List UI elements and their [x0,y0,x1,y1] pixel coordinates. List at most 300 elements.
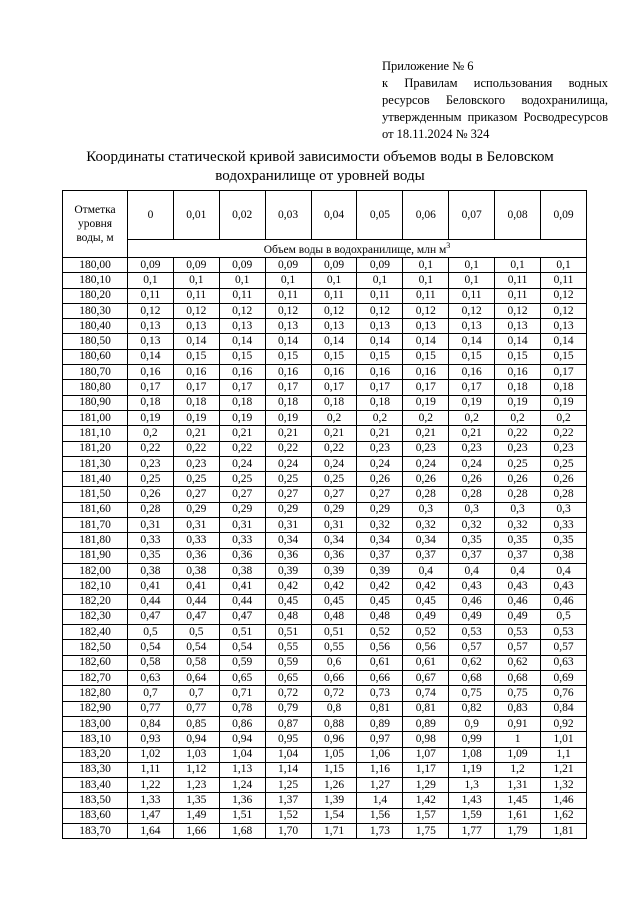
volume-cell: 0,2 [311,410,357,425]
table-row [63,472,587,487]
table-row [63,762,587,777]
level-cell: 181,90 [63,548,128,563]
table-row [63,823,587,838]
volume-cell: 1,4 [357,793,403,808]
table-row [63,640,587,655]
volume-cell: 0,75 [495,686,541,701]
volume-cell: 0,11 [311,288,357,303]
volume-cell: 0,32 [495,518,541,533]
volume-cell: 0,17 [311,380,357,395]
volume-cell: 0,14 [357,334,403,349]
volume-cell: 0,13 [311,319,357,334]
volume-cell: 0,21 [403,426,449,441]
volume-cell: 0,28 [403,487,449,502]
column-header: 0,07 [449,191,495,240]
volume-cell: 1,13 [219,762,265,777]
volume-header-text: Объем воды в водохранилище, млн м [263,243,447,256]
volume-cell: 0,24 [357,456,403,471]
volume-cell: 0,09 [173,258,219,273]
level-cell: 180,30 [63,303,128,318]
volume-cell: 0,11 [495,288,541,303]
volume-cell: 1,56 [357,808,403,823]
volume-cell: 0,24 [403,456,449,471]
volume-cell: 0,15 [495,349,541,364]
volume-cell: 0,66 [311,671,357,686]
level-cell: 180,40 [63,319,128,334]
table-row [63,808,587,823]
volume-cell: 0,63 [128,671,174,686]
volume-cell: 0,53 [495,625,541,640]
volume-cell: 0,43 [495,579,541,594]
volume-cell: 0,73 [357,686,403,701]
volume-cell: 0,34 [311,533,357,548]
volume-cell: 0,54 [219,640,265,655]
volume-cell: 0,18 [541,380,587,395]
volume-cell: 0,21 [173,426,219,441]
level-cell: 181,70 [63,518,128,533]
volume-cell: 0,23 [173,456,219,471]
volume-cell: 0,14 [403,334,449,349]
level-cell: 182,10 [63,579,128,594]
volume-cell: 1,42 [403,793,449,808]
volume-cell: 0,11 [173,288,219,303]
volume-cell: 1,04 [265,747,311,762]
table-row [63,579,587,594]
volume-cell: 0,13 [495,319,541,334]
volume-cell: 1,08 [449,747,495,762]
volume-cell: 0,2 [495,410,541,425]
volume-cell: 0,46 [541,594,587,609]
volume-cell: 0,68 [495,671,541,686]
volume-cell: 1,57 [403,808,449,823]
volume-cell: 0,37 [403,548,449,563]
volume-cell: 0,96 [311,732,357,747]
volume-cell: 0,12 [219,303,265,318]
volume-cell: 0,15 [173,349,219,364]
volume-cell: 0,51 [219,625,265,640]
volume-cell: 1,35 [173,793,219,808]
volume-cell: 0,79 [265,701,311,716]
volume-cell: 0,15 [403,349,449,364]
volume-cell: 0,27 [219,487,265,502]
volume-cell: 1,64 [128,823,174,838]
volume-cell: 0,29 [311,502,357,517]
level-cell: 181,00 [63,410,128,425]
table-row [63,288,587,303]
volume-cell: 1,37 [265,793,311,808]
column-header: 0,05 [357,191,403,240]
volume-cell: 0,18 [495,380,541,395]
volume-cell: 1,51 [219,808,265,823]
volume-cell: 0,65 [219,671,265,686]
volume-cell: 0,1 [173,273,219,288]
table-row [63,380,587,395]
volume-cell: 0,51 [265,625,311,640]
volume-cell: 0,86 [219,716,265,731]
volume-cell: 0,11 [495,273,541,288]
appendix-line: от 18.11.2024 № 324 [382,127,490,141]
volume-cell: 0,21 [219,426,265,441]
volume-cell: 1,71 [311,823,357,838]
table-row [63,273,587,288]
volume-cell: 1,27 [357,778,403,793]
volume-cell: 1,17 [403,762,449,777]
volume-cell: 0,59 [219,655,265,670]
volume-cell: 0,33 [541,518,587,533]
volume-cell: 0,14 [449,334,495,349]
column-header: 0,04 [311,191,357,240]
volume-cell: 1,32 [541,778,587,793]
volume-cell: 1,24 [219,778,265,793]
volume-cell: 0,14 [495,334,541,349]
level-cell: 180,50 [63,334,128,349]
volume-cell: 0,31 [173,518,219,533]
volume-cell: 0,33 [128,533,174,548]
volume-cell: 0,11 [403,288,449,303]
volume-cell: 0,22 [265,441,311,456]
volume-cell: 1,29 [403,778,449,793]
volume-cell: 0,29 [219,502,265,517]
volume-cell: 0,12 [173,303,219,318]
volume-cell: 0,12 [265,303,311,318]
level-cell: 183,10 [63,732,128,747]
volume-cell: 0,55 [265,640,311,655]
table-row [63,625,587,640]
volume-cell: 0,17 [403,380,449,395]
volume-cell: 0,24 [449,456,495,471]
level-cell: 181,10 [63,426,128,441]
volume-cell: 0,78 [219,701,265,716]
volume-cell: 0,5 [541,609,587,624]
volume-cell: 1,61 [495,808,541,823]
appendix-line: утвержденным приказом Росводресурсов [382,110,608,124]
volume-cell: 0,71 [219,686,265,701]
volume-cell: 1,3 [449,778,495,793]
volume-cell: 0,15 [219,349,265,364]
table-row [63,686,587,701]
volume-cell: 1,31 [495,778,541,793]
volume-cell: 0,42 [265,579,311,594]
volume-cell: 1,19 [449,762,495,777]
volume-cell: 0,61 [357,655,403,670]
volume-cell: 0,27 [265,487,311,502]
level-cell: 183,50 [63,793,128,808]
volume-cell: 0,17 [128,380,174,395]
volume-cell: 1,43 [449,793,495,808]
volume-cell: 0,34 [357,533,403,548]
volume-cell: 0,91 [495,716,541,731]
volume-cell: 0,7 [128,686,174,701]
level-cell: 183,70 [63,823,128,838]
volume-cell: 0,36 [219,548,265,563]
volume-cell: 0,38 [173,563,219,578]
table-row [63,258,587,273]
table-row [63,778,587,793]
volume-cell: 0,56 [403,640,449,655]
volume-cell: 0,42 [357,579,403,594]
volume-cell: 0,23 [449,441,495,456]
volume-cell: 0,24 [311,456,357,471]
volume-cell: 0,11 [357,288,403,303]
volume-cell: 1,2 [495,762,541,777]
volume-cell: 1,49 [173,808,219,823]
volume-cell: 0,13 [357,319,403,334]
volume-cell: 0,18 [128,395,174,410]
level-cell: 181,40 [63,472,128,487]
volume-cell: 0,31 [219,518,265,533]
volume-cell: 0,11 [449,288,495,303]
volume-cell: 1,06 [357,747,403,762]
level-cell: 181,60 [63,502,128,517]
volume-cell: 0,9 [449,716,495,731]
volume-cell: 0,1 [449,273,495,288]
volume-cell: 0,16 [128,365,174,380]
volume-cell: 1,54 [311,808,357,823]
volume-cell: 0,5 [128,625,174,640]
volume-cell: 0,12 [128,303,174,318]
volume-cell: 0,47 [128,609,174,624]
volume-cell: 0,13 [128,319,174,334]
volume-cell: 0,94 [173,732,219,747]
volume-cell: 0,14 [265,334,311,349]
volume-cell: 0,59 [265,655,311,670]
volume-cell: 0,53 [541,625,587,640]
volume-cell: 0,95 [265,732,311,747]
volume-cell: 0,1 [403,258,449,273]
volume-cell: 0,15 [541,349,587,364]
volume-cell: 0,17 [265,380,311,395]
volume-cell: 0,31 [265,518,311,533]
table-row [63,747,587,762]
level-cell: 182,90 [63,701,128,716]
volume-cell: 0,25 [265,472,311,487]
volume-cell: 0,3 [449,502,495,517]
column-header: 0,01 [173,191,219,240]
level-cell: 182,80 [63,686,128,701]
volume-cell: 0,41 [128,579,174,594]
volume-cell: 0,28 [541,487,587,502]
volume-cell: 0,61 [403,655,449,670]
volume-cell: 0,25 [219,472,265,487]
volume-cell: 0,09 [311,258,357,273]
volume-cell: 0,13 [128,334,174,349]
volume-cell: 0,4 [541,563,587,578]
volume-cell: 0,09 [357,258,403,273]
volume-cell: 0,62 [449,655,495,670]
volume-cell: 0,88 [311,716,357,731]
volume-cell: 1,22 [128,778,174,793]
table-row [63,334,587,349]
volume-cell: 0,23 [128,456,174,471]
volume-cell: 0,11 [265,288,311,303]
volume-cell: 0,22 [495,426,541,441]
volume-cell: 0,13 [541,319,587,334]
volume-cell: 1,21 [541,762,587,777]
volume-cell: 0,16 [219,365,265,380]
volume-cell: 1,59 [449,808,495,823]
table-row [63,594,587,609]
volume-cell: 0,13 [403,319,449,334]
volume-cell: 0,48 [311,609,357,624]
volume-cell: 0,4 [449,563,495,578]
volume-cell: 0,7 [173,686,219,701]
volume-cell: 0,98 [403,732,449,747]
level-cell: 182,50 [63,640,128,655]
volume-cell: 1,75 [403,823,449,838]
volume-cell: 0,6 [311,655,357,670]
volume-cell: 0,2 [128,426,174,441]
volume-cell: 0,15 [449,349,495,364]
volume-cell: 0,3 [541,502,587,517]
volume-cell: 0,2 [357,410,403,425]
volume-cell: 0,94 [219,732,265,747]
volume-cell: 0,22 [541,426,587,441]
table-row [63,732,587,747]
volume-cell: 0,37 [495,548,541,563]
level-cell: 182,60 [63,655,128,670]
volume-cell: 0,46 [495,594,541,609]
volume-cell: 0,25 [541,456,587,471]
volume-cell: 0,1 [449,258,495,273]
volume-cell: 0,27 [357,487,403,502]
table-row [63,426,587,441]
column-header: 0,06 [403,191,449,240]
volume-cell: 0,56 [357,640,403,655]
table-row [63,349,587,364]
volume-cell: 0,34 [403,533,449,548]
volume-cell: 0,21 [265,426,311,441]
volume-cell: 0,16 [265,365,311,380]
volume-cell: 0,22 [128,441,174,456]
volume-cell: 0,36 [265,548,311,563]
volume-cell: 0,77 [128,701,174,716]
table-row [63,410,587,425]
volume-cell: 0,31 [128,518,174,533]
volume-cell: 0,12 [541,303,587,318]
volume-cell: 1 [495,732,541,747]
level-cell: 182,00 [63,563,128,578]
table-row [63,793,587,808]
volume-cell: 0,45 [311,594,357,609]
level-header: Отметка уровня воды, м [63,191,128,258]
volume-cell: 0,93 [128,732,174,747]
table-row [63,563,587,578]
volume-cell: 0,77 [173,701,219,716]
volume-cell: 1,04 [219,747,265,762]
volume-cell: 0,32 [403,518,449,533]
volume-cell: 1,26 [311,778,357,793]
volume-cell: 0,89 [403,716,449,731]
table-row [63,518,587,533]
volume-cell: 1,33 [128,793,174,808]
volume-cell: 0,09 [219,258,265,273]
volume-cell: 0,49 [449,609,495,624]
volume-cell: 0,82 [449,701,495,716]
volume-cell: 0,32 [357,518,403,533]
volume-cell: 0,85 [173,716,219,731]
volume-cell: 0,1 [311,273,357,288]
volume-cell: 0,14 [219,334,265,349]
volume-cell: 0,42 [403,579,449,594]
volume-cell: 0,45 [265,594,311,609]
volume-cell: 1,39 [311,793,357,808]
volume-cell: 1,03 [173,747,219,762]
volume-cell: 0,42 [311,579,357,594]
volume-cell: 1,45 [495,793,541,808]
volume-cell: 0,18 [357,395,403,410]
volume-cell: 0,4 [403,563,449,578]
column-header: 0,09 [541,191,587,240]
volume-cell: 0,74 [403,686,449,701]
volume-cell: 0,44 [219,594,265,609]
volume-cell: 0,11 [219,288,265,303]
volume-cell: 0,18 [311,395,357,410]
level-cell: 181,50 [63,487,128,502]
volume-cell: 1,68 [219,823,265,838]
volume-cell: 0,58 [173,655,219,670]
level-cell: 180,70 [63,365,128,380]
volume-cell: 0,21 [357,426,403,441]
volume-cell: 1,11 [128,762,174,777]
volume-cell: 0,89 [357,716,403,731]
volume-cell: 0,65 [265,671,311,686]
level-cell: 182,20 [63,594,128,609]
level-cell: 180,80 [63,380,128,395]
volume-cell: 0,64 [173,671,219,686]
volume-cell: 0,54 [128,640,174,655]
volume-cell: 0,75 [449,686,495,701]
table-row [63,365,587,380]
volume-cell: 0,12 [541,288,587,303]
volume-cell: 0,44 [128,594,174,609]
volume-cell: 0,3 [495,502,541,517]
volume-cell: 0,57 [495,640,541,655]
volume-cell: 0,09 [265,258,311,273]
table-row [63,655,587,670]
volume-cell: 0,19 [219,410,265,425]
volume-cell: 0,16 [357,365,403,380]
volume-cell: 0,1 [265,273,311,288]
volume-cell: 0,11 [128,288,174,303]
volume-cell: 0,28 [449,487,495,502]
volume-cell: 0,81 [403,701,449,716]
volume-cell: 1,79 [495,823,541,838]
volume-cell: 0,55 [311,640,357,655]
volume-cell: 0,37 [357,548,403,563]
volume-cell: 0,38 [541,548,587,563]
volume-cell: 0,62 [495,655,541,670]
volume-cell: 0,29 [173,502,219,517]
volume-cell: 0,39 [357,563,403,578]
volume-cell: 0,24 [265,456,311,471]
volume-cell: 0,35 [541,533,587,548]
volume-table [62,190,587,839]
volume-cell: 1,52 [265,808,311,823]
volume-cell: 0,87 [265,716,311,731]
volume-cell: 0,41 [173,579,219,594]
volume-cell: 0,17 [449,380,495,395]
volume-cell: 0,26 [357,472,403,487]
volume-cell: 0,15 [357,349,403,364]
table-row [63,548,587,563]
level-cell: 182,40 [63,625,128,640]
volume-cell: 0,25 [173,472,219,487]
volume-cell: 0,99 [449,732,495,747]
volume-cell: 0,16 [311,365,357,380]
volume-cell: 1,09 [495,747,541,762]
volume-cell: 1,07 [403,747,449,762]
volume-cell: 0,45 [403,594,449,609]
